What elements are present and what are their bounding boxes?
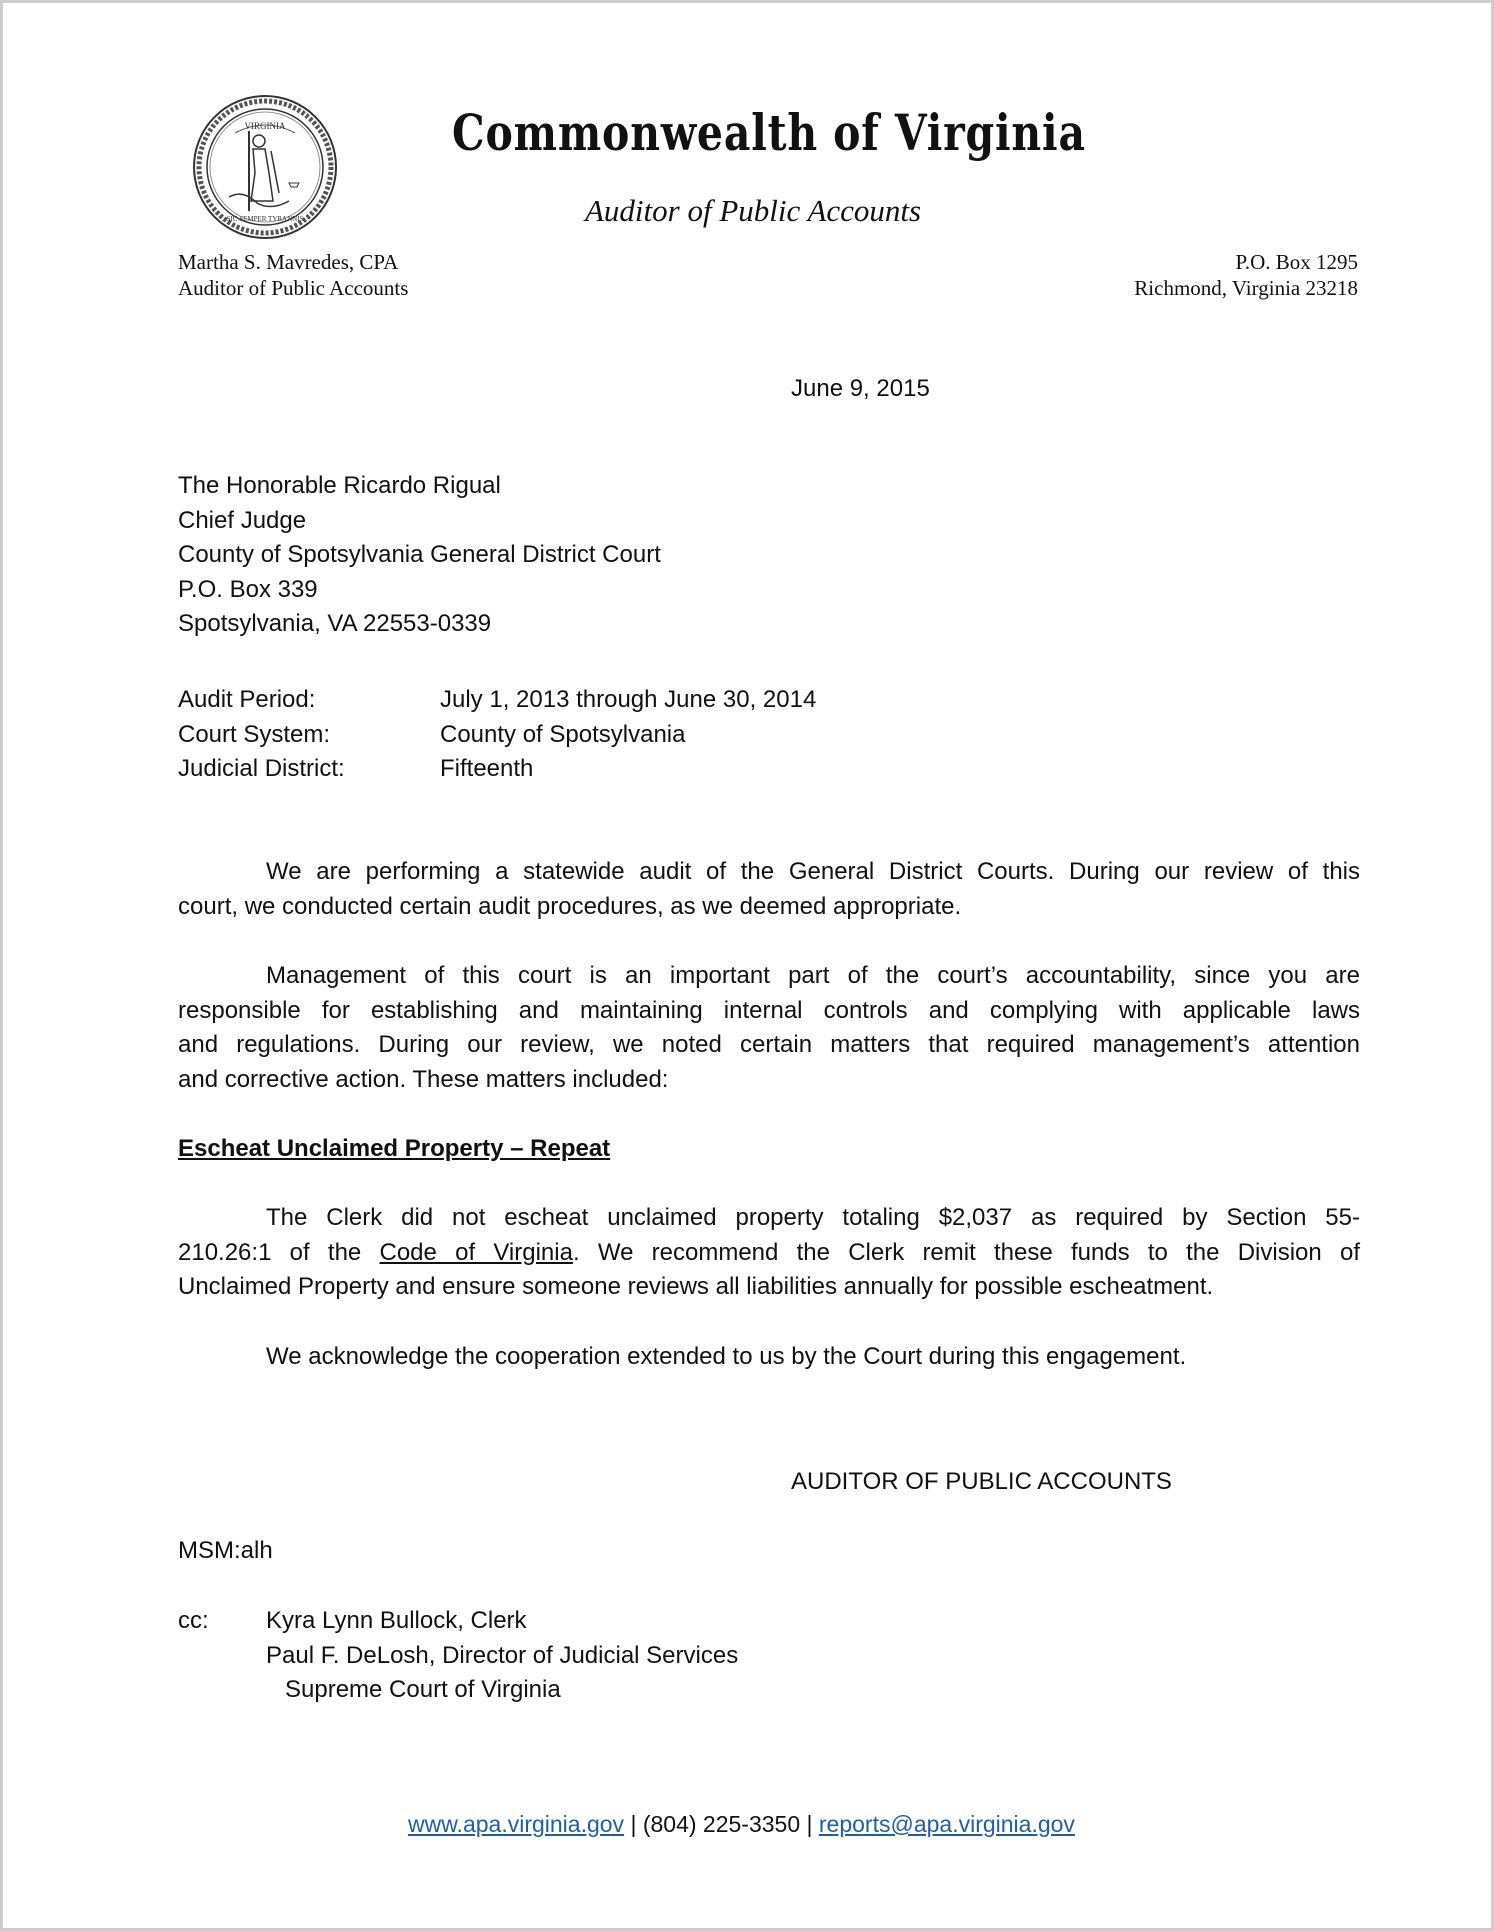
paragraph-intro: [178, 855, 1360, 924]
reference-initials: MSM:alh: [178, 1537, 273, 1564]
detail-row-audit-period: [178, 683, 978, 718]
paragraph-line: and regulations. During our review, we noted certain matters that required management’s attention: [178, 1031, 1360, 1058]
footer-contact: [408, 1811, 1075, 1838]
paragraph-line: Management of this court is an important part of the court’s accountability, since you are: [266, 962, 1360, 989]
virginia-seal-icon: [191, 93, 339, 241]
letter-date: June 9, 2015: [791, 375, 930, 402]
auditor-name: Martha S. Mavredes, CPA: [178, 250, 399, 274]
letterhead-title: Commonwealth of Virginia: [452, 103, 1086, 162]
cc-label: cc:: [178, 1607, 209, 1634]
footer-phone: (804) 225-3350: [642, 1811, 801, 1837]
detail-value: County of Spotsylvania: [440, 720, 686, 748]
detail-row-judicial-district: [178, 752, 978, 787]
svg-text:VIRGINIA: VIRGINIA: [244, 121, 286, 131]
paragraph-line: responsible for establishing and maintaining internal controls and complying with applicable laws: [178, 996, 1360, 1024]
audit-details: [178, 683, 978, 787]
text-segment: 210.26:1 of the: [178, 1238, 380, 1266]
cc-recipient: Paul F. DeLosh, Director of Judicial Services: [266, 1641, 739, 1669]
recipient-court: County of Spotsylvania General District Court: [178, 541, 661, 568]
paragraph-line: [178, 1236, 1360, 1271]
signature-block: AUDITOR OF PUBLIC ACCOUNTS: [791, 1468, 1172, 1495]
recipient-name: The Honorable Ricardo Rigual: [178, 472, 501, 499]
office-address-block: [1134, 249, 1358, 301]
text-segment: . We recommend the Clerk remit these funds to the Division of: [572, 1238, 1360, 1266]
svg-text:SIC SEMPER TYRANNIS: SIC SEMPER TYRANNIS: [226, 215, 304, 223]
detail-value: July 1, 2013 through June 30, 2014: [440, 686, 817, 713]
office-po-box: P.O. Box 1295: [1235, 250, 1358, 274]
closing-sentence: We acknowledge the cooperation extended to us by the Court during this engagement.: [266, 1343, 1187, 1370]
recipient-city: Spotsylvania, VA 22553-0339: [178, 610, 492, 637]
cc-block: [178, 1604, 738, 1708]
detail-row-court-system: [178, 718, 978, 753]
auditor-title: Auditor of Public Accounts: [178, 276, 409, 300]
footer-separator: |: [630, 1811, 637, 1837]
office-city: Richmond, Virginia 23218: [1134, 276, 1358, 300]
code-of-virginia-reference: Code of Virginia: [379, 1238, 573, 1266]
recipient-title: Chief Judge: [178, 506, 307, 534]
finding-heading: Escheat Unclaimed Property – Repeat: [178, 1135, 611, 1162]
detail-value: Fifteenth: [440, 755, 534, 782]
cc-recipient: Kyra Lynn Bullock, Clerk: [266, 1607, 527, 1634]
paragraph-line: Unclaimed Property and ensure someone reviews all liabilities annually for possible escheatment.: [178, 1273, 1214, 1300]
recipient-address: [178, 469, 661, 642]
paragraph-line: and corrective action. These matters included:: [178, 1065, 669, 1093]
paragraph-management: [178, 959, 1360, 1097]
paragraph-line: court, we conducted certain audit procedures, as we deemed appropriate.: [178, 892, 962, 920]
cc-recipient-organization: Supreme Court of Virginia: [285, 1676, 561, 1703]
paragraph-line: We are performing a statewide audit of the General District Courts. During our review of this: [266, 858, 1360, 885]
detail-label: Court System:: [178, 720, 331, 748]
footer-separator: |: [806, 1811, 813, 1837]
email-link[interactable]: reports@apa.virginia.gov: [818, 1811, 1075, 1837]
detail-label: Judicial District:: [178, 755, 345, 782]
detail-label: Audit Period:: [178, 686, 316, 713]
auditor-name-block: [178, 249, 408, 301]
letterhead-subtitle: Auditor of Public Accounts: [585, 193, 922, 228]
recipient-po-box: P.O. Box 339: [178, 575, 318, 603]
website-link[interactable]: www.apa.virginia.gov: [408, 1811, 625, 1837]
paragraph-line: The Clerk did not escheat unclaimed property totaling $2,037 as required by Section 55-: [266, 1204, 1360, 1231]
finding-paragraph: [178, 1201, 1360, 1305]
